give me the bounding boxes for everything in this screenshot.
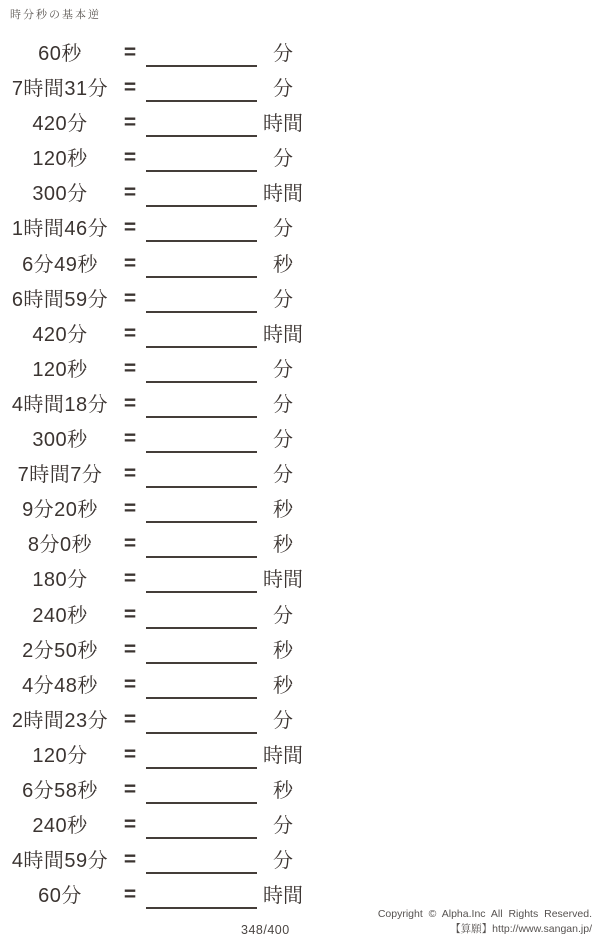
answer-blank-line bbox=[146, 286, 257, 313]
equals-sign: = bbox=[123, 497, 137, 521]
copyright-url: 【算願】http://www.sangan.jp/ bbox=[450, 922, 592, 935]
worksheet-row bbox=[0, 391, 320, 426]
equals-sign: = bbox=[123, 602, 137, 626]
problem-label: 8分0秒 bbox=[27, 534, 93, 557]
answer-blank-line bbox=[146, 496, 257, 523]
equals-sign: = bbox=[123, 111, 137, 135]
equals-sign: = bbox=[123, 146, 137, 170]
equals-sign: = bbox=[123, 41, 137, 64]
unit-label: 時間 bbox=[263, 183, 303, 206]
answer-blank-line bbox=[146, 566, 257, 593]
problem-label: 420分 bbox=[32, 113, 88, 136]
answer-blank-line bbox=[146, 356, 257, 383]
problem-label: 7時間7分 bbox=[17, 464, 103, 487]
equals-sign: = bbox=[123, 672, 137, 696]
answer-blank-line bbox=[146, 777, 257, 804]
unit-label: 分 bbox=[273, 78, 293, 101]
worksheet-row bbox=[0, 602, 320, 637]
equals-sign: = bbox=[123, 391, 137, 415]
answer-blank-line bbox=[146, 707, 257, 734]
equals-sign: = bbox=[123, 848, 137, 872]
answer-blank-line bbox=[146, 742, 257, 769]
unit-label: 時間 bbox=[263, 569, 303, 592]
problem-label: 9分20秒 bbox=[22, 499, 98, 522]
unit-label: 分 bbox=[273, 218, 293, 241]
answer-blank-line bbox=[146, 882, 257, 909]
answer-blank-line bbox=[146, 251, 257, 278]
equals-sign: = bbox=[123, 637, 137, 661]
answer-blank-line bbox=[146, 812, 257, 839]
problem-label: 300分 bbox=[32, 183, 88, 206]
problem-label: 4時間18分 bbox=[11, 393, 109, 416]
unit-label: 分 bbox=[273, 850, 293, 873]
problem-label: 6分49秒 bbox=[22, 253, 98, 276]
answer-blank-line bbox=[146, 426, 257, 453]
unit-label: 秒 bbox=[273, 639, 293, 662]
unit-label: 時間 bbox=[263, 323, 303, 346]
unit-label: 秒 bbox=[273, 253, 293, 276]
problem-label: 4時間59分 bbox=[11, 850, 109, 873]
worksheet-row bbox=[0, 496, 320, 531]
problem-label: 120秒 bbox=[32, 148, 88, 171]
copyright-footer bbox=[378, 907, 592, 936]
problem-label: 420分 bbox=[32, 323, 88, 346]
worksheet-row bbox=[0, 110, 320, 145]
answer-blank-line bbox=[146, 75, 257, 102]
unit-label: 時間 bbox=[263, 113, 303, 136]
worksheet-row bbox=[0, 777, 320, 812]
unit-label: 分 bbox=[273, 148, 293, 171]
worksheet-row bbox=[0, 531, 320, 566]
answer-blank-line bbox=[146, 145, 257, 172]
equals-sign: = bbox=[123, 567, 137, 591]
problem-label: 6分58秒 bbox=[22, 779, 98, 802]
worksheet-row bbox=[0, 461, 320, 496]
worksheet-row bbox=[0, 321, 320, 356]
answer-blank-line bbox=[146, 531, 257, 558]
unit-label: 秒 bbox=[273, 674, 293, 697]
equals-sign: = bbox=[123, 76, 137, 100]
answer-blank-line bbox=[146, 847, 257, 874]
unit-label: 時間 bbox=[263, 885, 303, 908]
unit-label: 分 bbox=[273, 709, 293, 732]
unit-label: 分 bbox=[273, 393, 293, 416]
answer-blank-line bbox=[146, 672, 257, 699]
worksheet-row bbox=[0, 812, 320, 847]
answer-blank-line bbox=[146, 391, 257, 418]
problem-label: 240秒 bbox=[32, 815, 88, 838]
answer-blank-line bbox=[146, 461, 257, 488]
answer-blank-line bbox=[146, 215, 257, 242]
unit-label: 分 bbox=[273, 288, 293, 311]
worksheet-row bbox=[0, 251, 320, 286]
worksheet-row bbox=[0, 215, 320, 250]
unit-label: 分 bbox=[273, 358, 293, 381]
unit-label: 秒 bbox=[273, 779, 293, 802]
problem-label: 6時間59分 bbox=[11, 288, 109, 311]
worksheet-row bbox=[0, 426, 320, 461]
answer-blank-line bbox=[146, 40, 257, 67]
answer-blank-line bbox=[146, 110, 257, 137]
worksheet-row bbox=[0, 40, 320, 75]
worksheet-row bbox=[0, 145, 320, 180]
copyright-text: Copyright © Alpha.Inc All Rights Reserved. bbox=[377, 908, 592, 920]
equals-sign: = bbox=[123, 286, 137, 310]
worksheet-row bbox=[0, 847, 320, 882]
unit-label: 分 bbox=[273, 604, 293, 627]
unit-label: 秒 bbox=[273, 499, 293, 522]
unit-label: 時間 bbox=[263, 744, 303, 767]
equals-sign: = bbox=[123, 251, 137, 275]
equals-sign: = bbox=[123, 462, 137, 486]
equals-sign: = bbox=[123, 813, 137, 837]
problem-label: 120分 bbox=[32, 744, 88, 767]
problem-label: 120秒 bbox=[32, 358, 88, 381]
equals-sign: = bbox=[123, 883, 137, 907]
problem-label: 240秒 bbox=[32, 604, 88, 627]
unit-label: 分 bbox=[273, 43, 293, 65]
unit-label: 分 bbox=[273, 464, 293, 487]
equals-sign: = bbox=[123, 216, 137, 240]
problem-label: 60分 bbox=[38, 885, 82, 908]
worksheet-row bbox=[0, 672, 320, 707]
answer-blank-line bbox=[146, 321, 257, 348]
worksheet-title: 時分秒の基本逆 bbox=[10, 9, 101, 21]
worksheet-row bbox=[0, 566, 320, 601]
problem-list bbox=[0, 40, 320, 917]
worksheet-row bbox=[0, 75, 320, 110]
equals-sign: = bbox=[123, 181, 137, 205]
equals-sign: = bbox=[123, 742, 137, 766]
answer-blank-line bbox=[146, 602, 257, 629]
worksheet-row bbox=[0, 356, 320, 391]
worksheet-row bbox=[0, 286, 320, 321]
worksheet-row bbox=[0, 637, 320, 672]
problem-label: 180分 bbox=[32, 569, 88, 592]
unit-label: 分 bbox=[273, 429, 293, 452]
problem-label: 300秒 bbox=[32, 429, 88, 452]
equals-sign: = bbox=[123, 707, 137, 731]
equals-sign: = bbox=[123, 321, 137, 345]
worksheet-row bbox=[0, 742, 320, 777]
worksheet-row bbox=[0, 707, 320, 742]
worksheet-row bbox=[0, 180, 320, 215]
equals-sign: = bbox=[123, 356, 137, 380]
problem-label: 2時間23分 bbox=[11, 709, 109, 732]
answer-blank-line bbox=[146, 637, 257, 664]
answer-blank-line bbox=[146, 180, 257, 207]
unit-label: 秒 bbox=[273, 534, 293, 557]
problem-label: 2分50秒 bbox=[22, 639, 98, 662]
equals-sign: = bbox=[123, 427, 137, 451]
problem-label: 4分48秒 bbox=[22, 674, 98, 697]
page-number: 348/400 bbox=[241, 923, 290, 937]
problem-label: 7時間31分 bbox=[11, 78, 109, 101]
problem-label: 1時間46分 bbox=[11, 218, 109, 241]
unit-label: 分 bbox=[273, 815, 293, 838]
worksheet-row bbox=[0, 882, 320, 917]
equals-sign: = bbox=[123, 532, 137, 556]
problem-label: 60秒 bbox=[38, 43, 82, 65]
equals-sign: = bbox=[123, 777, 137, 801]
